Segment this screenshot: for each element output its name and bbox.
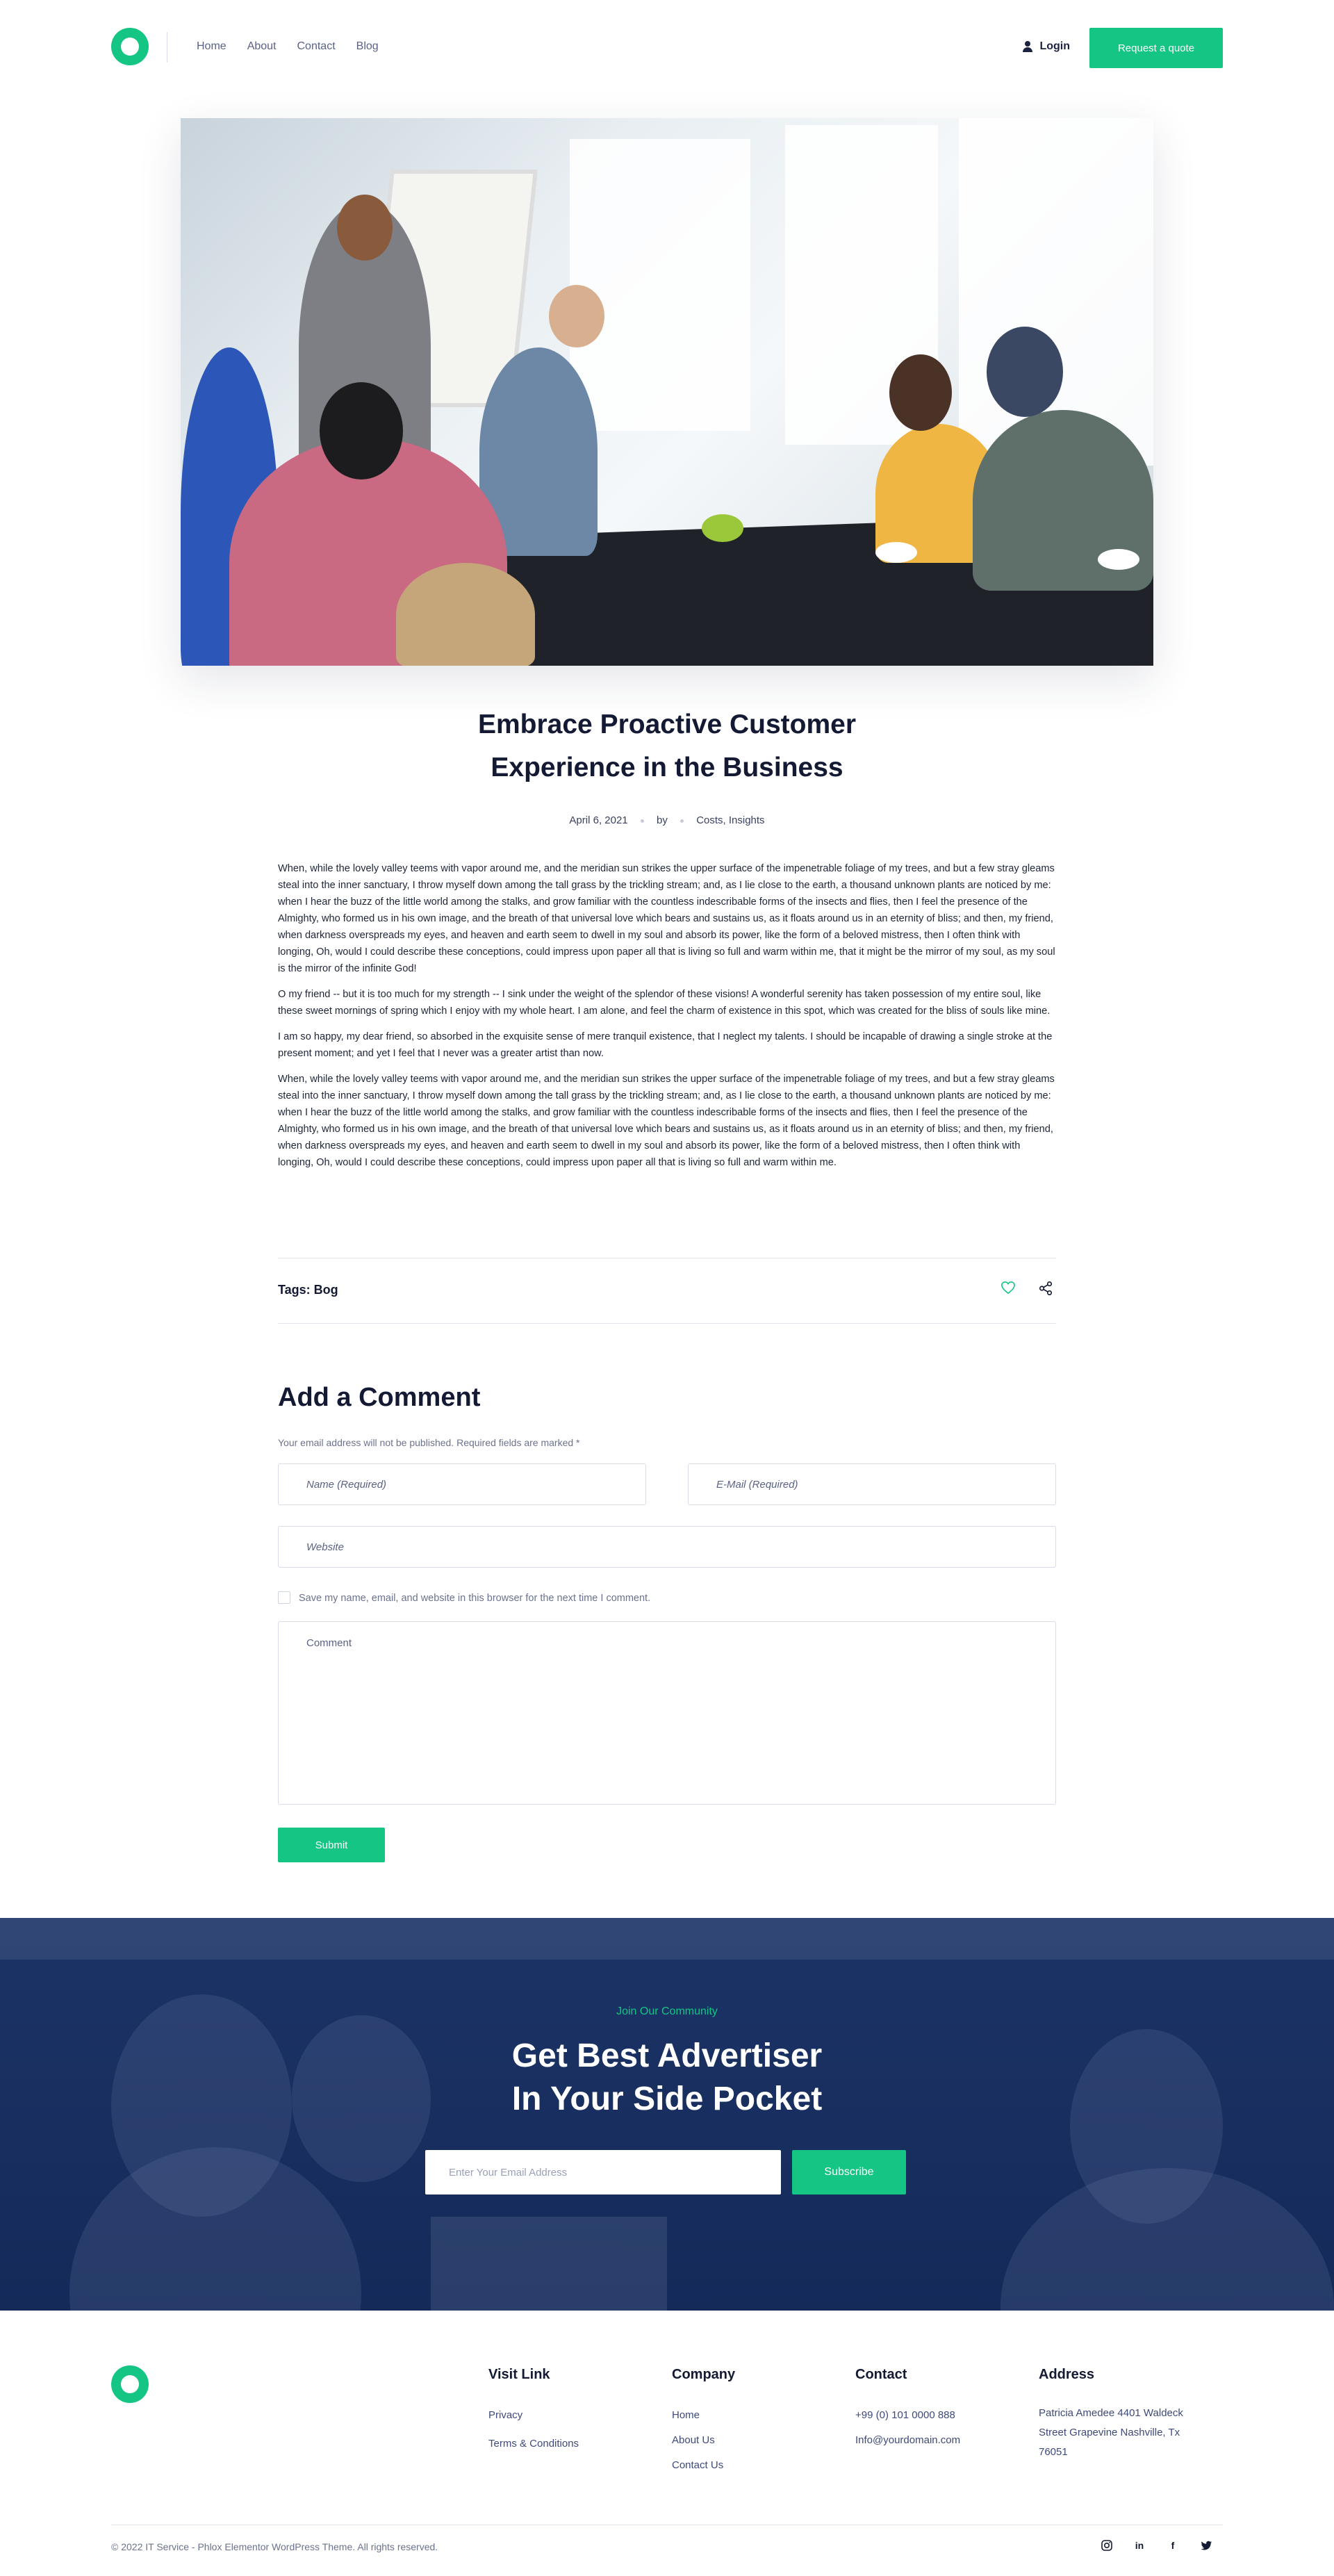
main-nav: [197, 40, 379, 53]
footer-link-about[interactable]: About Us: [672, 2434, 715, 2446]
request-quote-button[interactable]: Request a quote: [1089, 28, 1223, 68]
site-header: [0, 0, 1334, 97]
facebook-icon[interactable]: f: [1171, 2540, 1175, 2551]
tags-bottom-divider: [278, 1323, 1056, 1324]
post-categories[interactable]: Costs, Insights: [696, 814, 765, 826]
post-author-label: by: [657, 814, 668, 826]
share-icon[interactable]: [1038, 1281, 1053, 1296]
footer-link-privacy[interactable]: Privacy: [488, 2409, 523, 2421]
newsletter-title: [0, 2035, 1334, 2121]
footer-link-terms[interactable]: Terms & Conditions: [488, 2438, 579, 2450]
linkedin-icon[interactable]: in: [1135, 2540, 1144, 2551]
paragraph: I am so happy, my dear friend, so absorbed in the exquisite sense of mere tranquil existence, that I neglect my talents. I should be incapable of drawing a single stroke at the present moment; and yet I feel that I never was a greater artist than now.: [278, 1031, 1053, 1059]
footer-link-contact[interactable]: Contact Us: [672, 2459, 724, 2471]
meta-separator: [641, 819, 644, 823]
post-tags[interactable]: Tags: Bog: [278, 1283, 338, 1297]
post-title: [389, 703, 945, 789]
post-content: [278, 860, 1057, 1180]
footer-company-title: Company: [672, 2367, 736, 2382]
newsletter-title-line-1: Get Best Advertiser: [511, 2037, 823, 2074]
login-label: Login: [1039, 40, 1070, 52]
save-info-label: Save my name, email, and website in this browser for the next time I comment.: [299, 1593, 651, 1604]
footer-company: [672, 2367, 735, 2484]
nav-about[interactable]: About: [247, 40, 277, 52]
site-logo[interactable]: [111, 28, 149, 65]
user-icon: [1023, 41, 1032, 52]
nav-blog[interactable]: Blog: [356, 40, 379, 52]
name-field[interactable]: Name (Required): [278, 1463, 646, 1505]
comment-form-title: Add a Comment: [278, 1383, 481, 1412]
footer-link-home[interactable]: Home: [672, 2409, 700, 2421]
paragraph: O my friend -- but it is too much for my strength -- I sink under the weight of the splendor of these visions! A wonderful serenity has taken possession of my entire soul, like these sweet mornings of spring which I enjoy with my whole heart. I am alone, and feel the charm of existence in this spot, which was created for the bliss of souls like mine.: [278, 989, 1051, 1017]
footer-phone[interactable]: +99 (0) 101 0000 888: [855, 2409, 955, 2421]
footer-address-text: Patricia Amedee 4401 Waldeck Street Grapevine Nashville, Tx 76051: [1039, 2407, 1183, 2458]
footer-address-title: Address: [1039, 2367, 1095, 2382]
save-info-checkbox[interactable]: [278, 1591, 290, 1604]
website-field[interactable]: Website: [278, 1526, 1056, 1568]
footer-contact: [855, 2367, 960, 2459]
login-link[interactable]: [1023, 40, 1070, 53]
paragraph: When, while the lovely valley teems with vapor around me, and the meridian sun strikes the upper surface of the impenetrable foliage of my trees, and but a few stray gleams steal into the inner sanctuary, I throw myself down among the tall grass by the trickling stream; and, as I lie close to the earth, a thousand unknown plants are noticed by me: when I hear the buzz of the little world among the stalks, and grow familiar with the countless indescribable forms of the insects and flies, then I feel the presence of the Almighty, who formed us in his own image, and the breath of that universal love which bears and sustains us, as it floats around us in an eternity of bliss; and then, my friend, when darkness overspreads my eyes, and heaven and earth seem to dwell in my soul and absorb its power, like the form of a beloved mistress, then I often think with longing, Oh, would I could describe these conceptions, could impress upon paper all that is living so full and warm within me.: [278, 1074, 1055, 1168]
comment-form-note: Your email address will not be published. Required fields are marked *: [278, 1437, 580, 1448]
footer-email[interactable]: Info@yourdomain.com: [855, 2434, 961, 2446]
twitter-icon[interactable]: [1199, 2538, 1213, 2552]
newsletter-eyebrow: Join Our Community: [616, 2005, 718, 2017]
subscribe-button[interactable]: Subscribe: [792, 2150, 906, 2194]
instagram-icon[interactable]: [1100, 2538, 1114, 2552]
copyright-text: © 2022 IT Service - Phlox Elementor WordPress Theme. All rights reserved.: [111, 2541, 438, 2552]
comment-textarea[interactable]: Comment: [278, 1621, 1056, 1805]
post-meta: [389, 814, 945, 826]
submit-comment-button[interactable]: Submit: [278, 1828, 385, 1862]
paragraph: When, while the lovely valley teems with vapor around me, and the meridian sun strikes the upper surface of the impenetrable foliage of my trees, and but a few stray gleams steal into the inner sanctuary, I throw myself down among the tall grass by the trickling stream; and, as I lie close to the earth, a thousand unknown plants are noticed by me: when I hear the buzz of the little world among the stalks, and grow familiar with the countless indescribable forms of the insects and flies, then I feel the presence of the Almighty, who formed us in his own image, and the breath of that universal love which bears and sustains us, as it floats around us in an eternity of bliss; and then, my friend, when darkness overspreads my eyes, and heaven and earth seem to dwell in my soul and absorb its power, like the form of a beloved mistress, then I often think with longing, Oh, would I could describe these conceptions, could impress upon paper all that is living so full and warm within me, that it might be the mirror of my soul, as my soul is the mirror of the infinite God!: [278, 863, 1055, 974]
post-title-line-1: Embrace Proactive Customer: [477, 709, 857, 739]
footer-address: [1039, 2367, 1205, 2462]
meta-separator: [680, 819, 684, 823]
nav-home[interactable]: Home: [197, 40, 227, 52]
footer-visit-links: [488, 2367, 579, 2463]
newsletter-title-line-2: In Your Side Pocket: [511, 2081, 823, 2117]
heart-icon[interactable]: [1000, 1281, 1016, 1295]
nav-contact[interactable]: Contact: [297, 40, 336, 52]
footer-contact-title: Contact: [855, 2367, 907, 2382]
email-field[interactable]: E-Mail (Required): [688, 1463, 1056, 1505]
footer-visit-title: Visit Link: [488, 2367, 550, 2382]
post-featured-image: [181, 118, 1153, 666]
post-title-line-2: Experience in the Business: [491, 753, 843, 782]
footer-logo[interactable]: [111, 2365, 149, 2403]
post-date[interactable]: April 6, 2021: [569, 814, 628, 826]
newsletter-email-input[interactable]: Enter Your Email Address: [425, 2150, 781, 2194]
